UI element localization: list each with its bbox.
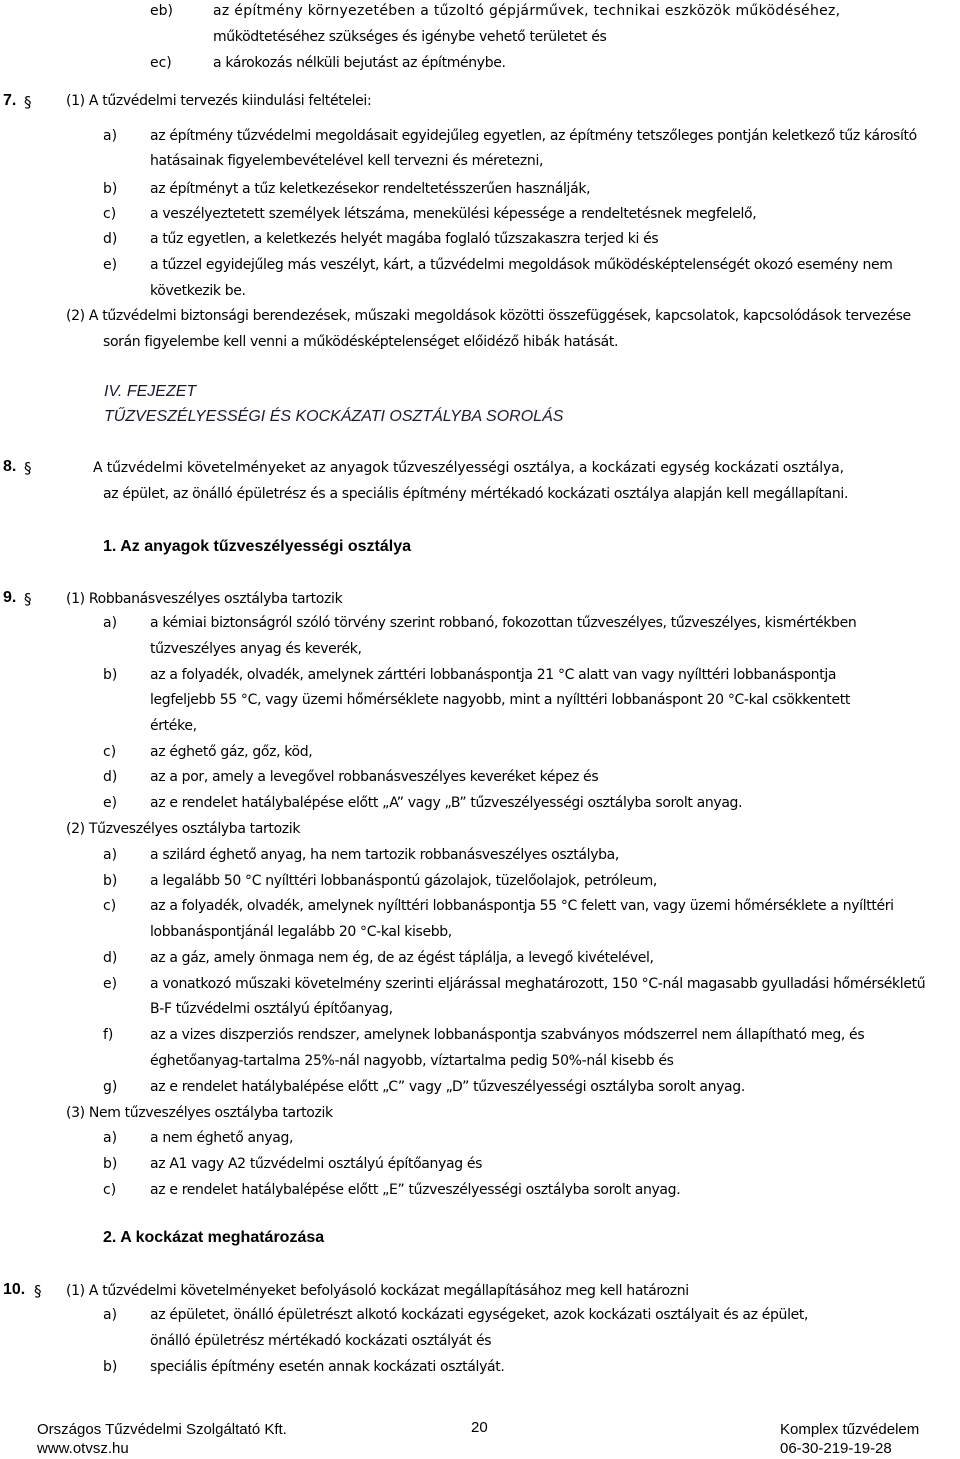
paragraph-sign: § (24, 93, 32, 111)
item-text: az építmény környezetében a tűzoltó gépjárművek, technikai eszközök működéséhez, (213, 3, 841, 19)
item-label: d) (103, 231, 118, 247)
item-text: a veszélyeztetett személyek létszáma, menekülési képessége a rendeltetésnek megfelelő, (150, 206, 757, 222)
item-label: d) (103, 769, 118, 785)
item-label: b) (103, 181, 118, 197)
item-text: az a folyadék, olvadék, amelynek zárttéri lobbanáspontja 21 °C alatt van vagy nyílttéri lobbanáspontja (150, 667, 837, 683)
item-text: az a por, amely a levegővel robbanásveszélyes keveréket képez és (150, 769, 599, 785)
section-number: 10. (3, 1281, 26, 1298)
paragraph-sign: § (24, 590, 32, 608)
item-label: eb) (150, 3, 173, 19)
section-number: 8. (3, 458, 17, 475)
footer-website: www.otvsz.hu (37, 1440, 129, 1457)
paragraph-intro: (1) Robbanásveszélyes osztályba tartozik (66, 591, 343, 607)
item-label: a) (103, 1307, 118, 1323)
page-number: 20 (471, 1419, 488, 1436)
section-number: 9. (3, 589, 17, 606)
item-text: az éghető gáz, gőz, köd, (150, 744, 313, 760)
chapter-number: IV. FEJEZET (104, 383, 197, 400)
item-text: speciális építmény esetén annak kockázati osztályát. (150, 1359, 505, 1375)
item-label: b) (103, 1359, 118, 1375)
item-text: az a folyadék, olvadék, amelynek nyílttéri lobbanáspontja 55 °C felett van, vagy üzemi hőmérséklete a nyílttéri (150, 898, 894, 914)
item-text: az e rendelet hatálybalépése előtt „E” tűzveszélyességi osztályba sorolt anyag. (150, 1182, 681, 1198)
item-label: b) (103, 873, 118, 889)
item-text: a tűzzel egyidejűleg más veszélyt, kárt, a tűzvédelmi megoldások működésképtelenségét okozó esemény nem (150, 257, 893, 273)
section-number: 7. (3, 92, 17, 109)
paragraph-text: A tűzvédelmi követelményeket az anyagok tűzveszélyességi osztálya, a kockázati egység kockázati osztálya, (93, 460, 844, 476)
item-label: a) (103, 615, 118, 631)
item-text: a kémiai biztonságról szóló törvény szerint robbanó, fokozottan tűzveszélyes, tűzveszélyes, kismértékben (150, 615, 857, 631)
item-text: a vonatkozó műszaki követelmény szerinti eljárással meghatározott, 150 °C-nál magasabb gyulladási hőmérsékletű (150, 976, 926, 992)
item-label: c) (103, 744, 117, 760)
item-label: e) (103, 257, 118, 273)
item-text: tűzveszélyes anyag és keverék, (150, 641, 362, 657)
item-label: f) (103, 1027, 114, 1043)
item-label: ec) (150, 55, 172, 71)
subheading: 1. Az anyagok tűzveszélyességi osztálya (103, 538, 411, 555)
paragraph-text: során figyelembe kell venni a működésképtelenséget előidéző hibák hatását. (103, 334, 619, 350)
item-label: b) (103, 667, 118, 683)
item-text: hatásainak figyelembevételével kell tervezni és méretezni, (150, 153, 544, 169)
item-label: a) (103, 128, 118, 144)
item-text: éghetőanyag-tartalma 25%-nál nagyobb, víztartalma pedig 50%-nál kisebb és (150, 1053, 674, 1069)
item-text: értéke, (150, 718, 197, 734)
item-text: az építményt a tűz keletkezésekor rendeltetésszerűen használják, (150, 181, 591, 197)
paragraph-sign: § (34, 1282, 42, 1300)
item-label: c) (103, 1182, 117, 1198)
item-text: a károkozás nélküli bejutást az építménybe. (213, 55, 506, 71)
item-text: működtetéséhez szükséges és igénybe vehető területet és (213, 29, 607, 45)
paragraph-text: az épület, az önálló épületrész és a speciális építmény mértékadó kockázati osztálya alapján kell megállapítani. (103, 486, 849, 502)
paragraph-intro: (3) Nem tűzveszélyes osztályba tartozik (66, 1105, 333, 1121)
item-label: a) (103, 847, 118, 863)
footer-tagline: Komplex tűzvédelem (780, 1421, 920, 1438)
item-text: a legalább 50 °C nyílttéri lobbanáspontú gázolajok, tüzelőolajok, petróleum, (150, 873, 657, 889)
item-text: az e rendelet hatálybalépése előtt „C” vagy „D” tűzveszélyességi osztályba sorolt anyag. (150, 1079, 745, 1095)
paragraph-sign: § (24, 459, 32, 477)
chapter-title: TŰZVESZÉLYESSÉGI ÉS KOCKÁZATI OSZTÁLYBA SOROLÁS (104, 408, 564, 425)
item-label: e) (103, 976, 118, 992)
item-text: az épületet, önálló épületrészt alkotó kockázati egységeket, azok kockázati osztályait és az épület, (150, 1307, 809, 1323)
item-text: önálló épületrész mértékadó kockázati osztályát és (150, 1333, 492, 1349)
paragraph-intro: (2) Tűzveszélyes osztályba tartozik (66, 821, 301, 837)
item-text: az A1 vagy A2 tűzvédelmi osztályú építőanyag és (150, 1156, 483, 1172)
item-text: a nem éghető anyag, (150, 1130, 294, 1146)
item-label: b) (103, 1156, 118, 1172)
item-text: az a vizes diszperziós rendszer, amelynek lobbanáspontja szabványos módszerrel nem állapítható meg, és (150, 1027, 865, 1043)
footer-org: Országos Tűzvédelmi Szolgáltató Kft. (37, 1421, 287, 1438)
item-label: c) (103, 898, 117, 914)
paragraph-intro: (1) A tűzvédelmi követelményeket befolyásoló kockázat megállapításához meg kell határozni (66, 1283, 689, 1299)
item-label: a) (103, 1130, 118, 1146)
item-text: B-F tűzvédelmi osztályú építőanyag, (150, 1001, 393, 1017)
item-text: lobbanáspontjánál legalább 20 °C-kal kisebb, (150, 924, 452, 940)
item-text: az e rendelet hatálybalépése előtt „A” vagy „B” tűzveszélyességi osztályba sorolt anyag. (150, 795, 743, 811)
item-label: g) (103, 1079, 118, 1095)
subheading: 2. A kockázat meghatározása (103, 1229, 325, 1246)
item-text: a szilárd éghető anyag, ha nem tartozik robbanásveszélyes osztályba, (150, 847, 619, 863)
item-label: e) (103, 795, 118, 811)
item-text: a tűz egyetlen, a keletkezés helyét magába foglaló tűzszakaszra terjed ki és (150, 231, 659, 247)
item-label: c) (103, 206, 117, 222)
item-label: d) (103, 950, 118, 966)
footer-phone: 06-30-219-19-28 (780, 1440, 892, 1457)
paragraph-text: (2) A tűzvédelmi biztonsági berendezések, műszaki megoldások közötti összefüggések, kapcsolatok, kapcsolódások tervezése (66, 308, 911, 324)
item-text: következik be. (150, 283, 246, 299)
item-text: az építmény tűzvédelmi megoldásait egyidejűleg egyetlen, az építmény tetszőleges pontján keletkező tűz károsító (150, 128, 917, 144)
item-text: legfeljebb 55 °C, vagy üzemi hőmérséklete nagyobb, mint a nyílttéri lobbanáspont 20 °C-kal csökkentett (150, 692, 850, 708)
paragraph-intro: (1) A tűzvédelmi tervezés kiindulási feltételei: (66, 93, 372, 109)
item-text: az a gáz, amely önmaga nem ég, de az égést táplálja, a levegő kivételével, (150, 950, 654, 966)
